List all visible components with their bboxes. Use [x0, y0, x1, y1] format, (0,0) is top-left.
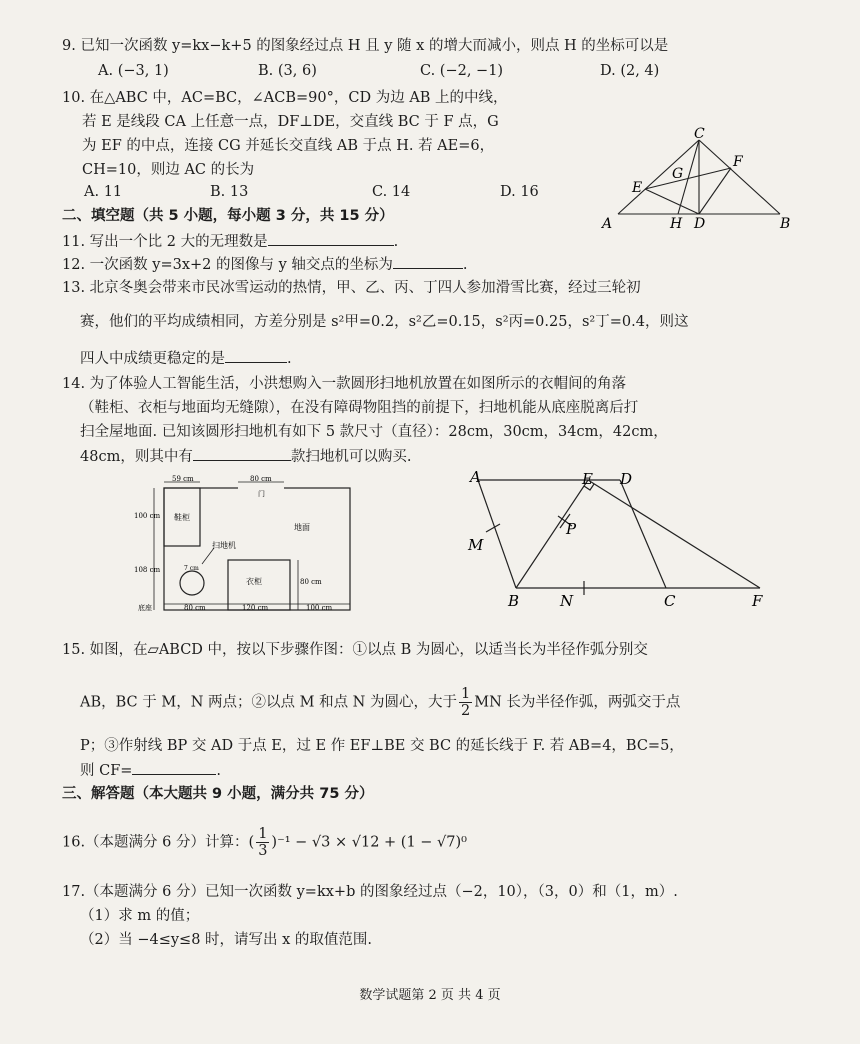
q14-line-1: 14. 为了体验人工智能生活，小洪想购入一款圆形扫地机放置在如图所示的衣帽间的角落 [62, 376, 627, 392]
q14-line-4 [80, 446, 411, 467]
fig14-robot: 扫地机 [212, 541, 236, 550]
q10-line-1: 10. 在△ABC 中，AC=BC，∠ACB=90°，CD 为边 AB 上的中线， [62, 90, 508, 106]
section-2-heading: 二、填空题（共 5 小题，每小题 3 分，共 15 分） [62, 208, 394, 224]
fig15-label-b: B [508, 592, 520, 610]
fig14-bottom-120: 120 cm [242, 604, 269, 612]
fig15-label-f: F [752, 592, 763, 610]
fig15-label-c: C [664, 592, 676, 610]
fig14-width-80-top: 80 cm [250, 475, 272, 483]
q9-option-c: C. (−2, −1) [420, 63, 504, 79]
q10-line-4: CH=10，则边 AC 的长为 [82, 162, 255, 178]
q15-line-1: 15. 如图，在▱ABCD 中，按以下步骤作图：①以点 B 为圆心，以适当长为半径作弧分别交 [62, 642, 648, 658]
q10-option-b: B. 13 [210, 184, 249, 200]
q10-label-b: B [780, 216, 791, 232]
q17-part-2: （2）当 −4≤y≤8 时，请写出 x 的取值范围. [80, 932, 373, 948]
q10-label-e: E [632, 180, 643, 196]
fig15-label-d: D [620, 470, 633, 488]
q10-label-c: C [694, 126, 705, 142]
q13-line-2-prefix: 赛，他们的平均成绩相同，方差分别是 [80, 314, 327, 330]
q16-fraction [256, 826, 269, 859]
q13-line-3: 四人中成绩更稳定的是 . [80, 348, 292, 369]
q15-line-4: 则 CF= . [80, 760, 221, 781]
q10-label-g: G [672, 166, 684, 182]
fig14-radius-7: 7 cm [184, 565, 199, 572]
q13-variance-ding: s²丁=0.4 [581, 314, 645, 330]
q16-open-paren: ( [248, 834, 255, 851]
q9-option-a: A. (−3, 1) [98, 63, 169, 79]
q15-line-3: P；③作射线 BP 交 AD 于点 E，过 E 作 EF⊥BE 交 BC 的延长线于 F. 若 AB=4，BC=5， [80, 738, 684, 754]
q14-line-2: （鞋柜、衣柜与地面均无缝隙），在没有障碍物阻挡的前提下，扫地机能从底座脱离后打 [80, 400, 639, 416]
q15-fraction-numerator: 1 [460, 686, 471, 702]
q17-part-1: （1）求 m 的值； [80, 908, 200, 924]
q11-answer-blank[interactable] [268, 231, 394, 246]
fig15-label-e: E [582, 470, 593, 488]
q9-stem: 9. 已知一次函数 y=kx−k+5 的图象经过点 H 且 y 随 x 的增大而减小，则点 H 的坐标可以是 [62, 38, 669, 54]
fig15-label-a: A [470, 470, 481, 486]
q16-expression: )⁻¹ − √3 × √12 + (1 − √7)⁰ [271, 834, 467, 851]
q13-variance-yi: s²乙=0.15 [408, 314, 481, 330]
q12-answer-blank[interactable] [393, 254, 463, 269]
section-3-heading: 三、解答题（本大题共 9 小题，满分共 75 分） [62, 786, 374, 802]
q15-line-4-stem: 则 CF= [80, 763, 133, 779]
q12-stem: 12. 一次函数 y=3x+2 的图像与 y 轴交点的坐标为 [62, 257, 393, 273]
fig14-shoe-cabinet: 鞋柜 [174, 513, 190, 522]
fig14-width-59: 59 cm [172, 475, 194, 483]
q10-label-h: H [670, 216, 683, 232]
q13-line-1: 13. 北京冬奥会带来市民冰雪运动的热情，甲、乙、丙、丁四人参加滑雪比赛，经过三轮初 [62, 280, 641, 296]
q10-option-a: A. 11 [84, 184, 123, 200]
q9-option-b: B. (3, 6) [258, 63, 317, 79]
q11-text: 11. 写出一个比 2 大的无理数是 . [62, 231, 398, 252]
q13-variance-jia: s²甲=0.2 [331, 314, 395, 330]
fig14-floor: 地面 [294, 523, 310, 532]
q13-line-3-stem: 四人中成绩更稳定的是 [80, 351, 225, 367]
q15-fraction [459, 686, 472, 719]
q15-answer-blank[interactable] [132, 760, 216, 775]
q16-line [62, 826, 467, 859]
q14-line-3: 扫全屋地面. 已知该圆形扫地机有如下 5 款尺寸（直径）：28cm，30cm，34cm，42cm， [80, 424, 668, 440]
q10-line-2: 若 E 是线段 CA 上任意一点，DF⊥DE，交直线 BC 于 F 点，G [82, 114, 499, 130]
fig15-label-m: M [468, 536, 484, 554]
q10-option-d: D. 16 [500, 184, 539, 200]
q15-line-2-suffix: MN 长为半径作弧，两弧交于点 [474, 694, 681, 711]
q13-line-2-suffix: ，则这 [644, 314, 689, 330]
fig15-label-n: N [560, 592, 574, 610]
q16-prefix: 16.（本题满分 6 分）计算： [62, 834, 249, 851]
q13-variance-bing: s²丙=0.25 [495, 314, 568, 330]
fig14-height-108: 108 cm [134, 566, 161, 574]
q15-parallelogram-figure [460, 470, 780, 620]
q15-fraction-denominator: 2 [460, 703, 471, 719]
fig14-base: 底座 [138, 604, 152, 612]
q10-label-f: F [733, 154, 743, 170]
q17-line-1: 17.（本题满分 6 分）已知一次函数 y=kx+b 的图象经过点（−2，10），（3，0）和（1，m）. [62, 884, 678, 900]
q11-stem: 11. 写出一个比 2 大的无理数是 [62, 234, 268, 250]
q13-line-2: 赛，他们的平均成绩相同，方差分别是 s²甲=0.2，s²乙=0.15，s²丙=0.25，s²丁=0.4，则这 [80, 314, 689, 330]
q14-line-4-prefix: 48cm，则其中有 [80, 449, 193, 465]
q13-answer-blank[interactable] [225, 348, 287, 363]
fig14-bottom-80: 80 cm [184, 604, 206, 612]
fig14-bottom-100: 100 cm [306, 604, 333, 612]
fig14-wardrobe: 衣柜 [246, 577, 262, 586]
q14-line-4-suffix: 款扫地机可以购买. [290, 449, 412, 465]
fig14-height-100: 100 cm [134, 512, 161, 520]
q10-option-c: C. 14 [372, 184, 411, 200]
fig14-height-80: 80 cm [300, 578, 322, 586]
q9-option-d: D. (2, 4) [600, 63, 660, 79]
fig14-door: 门 [258, 490, 265, 498]
q15-line-2-prefix: AB，BC 于 M，N 两点；②以点 M 和点 N 为圆心，大于 [80, 694, 457, 711]
q14-answer-blank[interactable] [193, 446, 291, 461]
q16-fraction-denominator: 3 [258, 843, 268, 859]
q10-label-a: A [602, 216, 613, 232]
q10-label-d: D [694, 216, 706, 232]
q16-fraction-numerator: 1 [258, 826, 268, 842]
page-footer: 数学试题第 2 页 共 4 页 [359, 988, 501, 1003]
q10-triangle-figure [600, 126, 800, 236]
q12-text: 12. 一次函数 y=3x+2 的图像与 y 轴交点的坐标为 . [62, 254, 468, 275]
fig15-label-p: P [566, 520, 577, 538]
q10-line-3: 为 EF 的中点，连接 CG 并延长交直线 AB 于点 H. 若 AE=6， [82, 138, 495, 154]
q15-line-2 [80, 686, 680, 719]
q14-floor-plan-figure [134, 474, 364, 614]
